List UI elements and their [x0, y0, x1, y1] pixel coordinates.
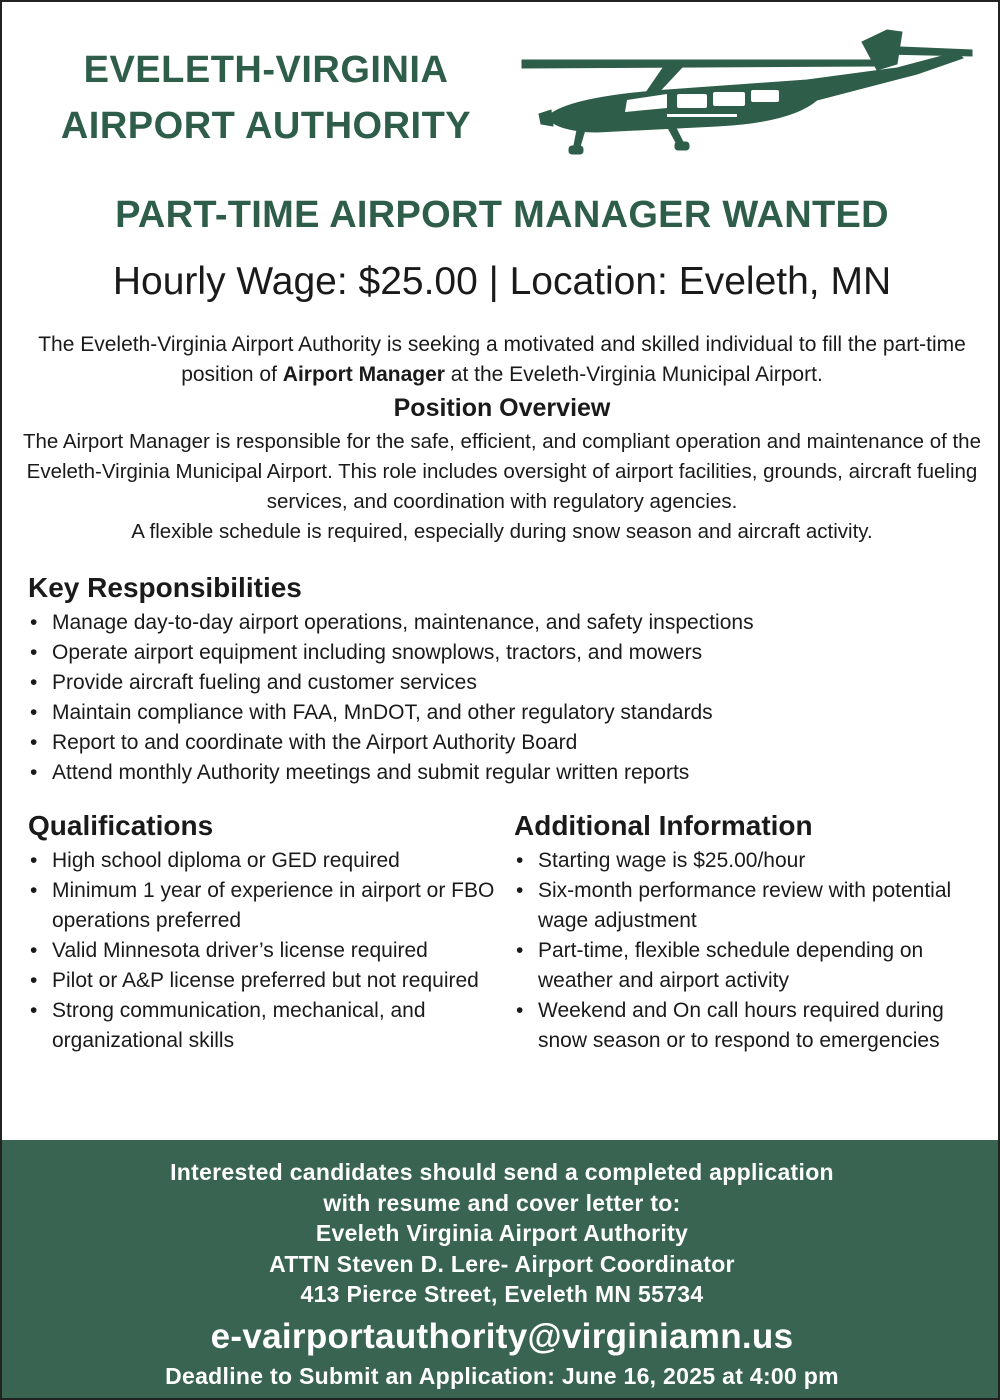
list-item	[28, 698, 978, 728]
bullet-icon: •	[516, 879, 524, 902]
list-item-text: High school diploma or GED required	[52, 849, 400, 872]
list-item-text: Pilot or A&P license preferred but not required	[52, 969, 479, 992]
additional-information-list	[514, 846, 976, 1056]
footer-line: with resume and cover letter to:	[323, 1189, 681, 1216]
list-item-text: Operate airport equipment including snowplows, tractors, and mowers	[52, 641, 703, 664]
intro-paragraph	[22, 330, 982, 390]
qualifications-list	[28, 846, 498, 1056]
qualifications-title: Qualifications	[28, 810, 214, 841]
list-item-text: Part-time, flexible schedule depending on weather and airport activity	[538, 939, 924, 992]
organization-name-line2: AIRPORT AUTHORITY	[60, 105, 472, 147]
qualifications-section	[28, 810, 498, 1056]
position-overview-title: Position Overview	[393, 394, 611, 422]
list-item-text: Attend monthly Authority meetings and submit regular written reports	[52, 761, 690, 784]
responsibilities-list	[28, 608, 978, 788]
job-headline: PART-TIME AIRPORT MANAGER WANTED	[115, 194, 889, 236]
list-item-text: Weekend and On call hours required during snow season or to respond to emergencies	[538, 999, 944, 1052]
wage-location: Hourly Wage: $25.00 | Location: Eveleth, MN	[112, 260, 892, 303]
list-item-text: Valid Minnesota driver’s license required	[52, 939, 428, 962]
list-item	[28, 966, 498, 996]
additional-information-title: Additional Information	[514, 810, 813, 841]
bullet-icon: •	[30, 671, 38, 694]
list-item	[514, 876, 976, 936]
list-item	[28, 758, 978, 788]
list-item-text: Minimum 1 year of experience in airport or FBO operations preferred	[52, 879, 495, 932]
bullet-icon: •	[30, 999, 38, 1022]
position-overview-text	[22, 427, 982, 547]
organization-name-line1: EVELETH-VIRGINIA	[83, 49, 449, 91]
bullet-icon: •	[30, 939, 38, 962]
bullet-icon: •	[516, 999, 524, 1022]
bullet-icon: •	[30, 731, 38, 754]
contact-email-link[interactable]: e-vairportauthority@virginiamn.us	[210, 1316, 794, 1356]
footer-line: Interested candidates should send a completed application	[170, 1159, 834, 1185]
position-overview-schedule: A flexible schedule is required, especially during snow season and aircraft activity.	[131, 520, 873, 543]
bullet-icon: •	[30, 641, 38, 664]
list-item	[28, 936, 498, 966]
application-deadline: Deadline to Submit an Application: June 16, 2025 at 4:00 pm	[165, 1362, 839, 1389]
bullet-icon: •	[30, 611, 38, 634]
list-item	[514, 846, 976, 876]
list-item-text: Report to and coordinate with the Airport Authority Board	[52, 731, 578, 754]
list-item	[28, 996, 498, 1056]
intro-text-after: at the Eveleth-Virginia Municipal Airport.	[444, 363, 823, 386]
bullet-icon: •	[30, 701, 38, 724]
footer-attention: ATTN Steven D. Lere- Airport Coordinator	[269, 1250, 735, 1277]
application-footer	[2, 1140, 1000, 1400]
bullet-icon: •	[30, 849, 38, 872]
additional-information-section	[514, 810, 976, 1056]
position-overview-paragraph: The Airport Manager is responsible for the safe, efficient, and compliant operation and maintenance of the Eveleth-Virginia Municipal Airport. This role includes oversight of airport facilities, grounds, aircraft fueling services, and coordination with regulatory agencies.	[22, 430, 981, 513]
list-item-text: Six-month performance review with potential wage adjustment	[538, 879, 952, 932]
list-item-text: Provide aircraft fueling and customer services	[52, 671, 477, 694]
list-item-text: Manage day-to-day airport operations, maintenance, and safety inspections	[52, 611, 754, 634]
list-item	[514, 996, 976, 1056]
list-item	[28, 668, 978, 698]
key-responsibilities-section	[28, 572, 978, 788]
key-responsibilities-title: Key Responsibilities	[28, 572, 302, 603]
list-item	[28, 876, 498, 936]
application-instructions	[2, 1140, 1000, 1310]
bullet-icon: •	[516, 939, 524, 962]
list-item-text: Strong communication, mechanical, and organizational skills	[52, 999, 426, 1052]
footer-address: 413 Pierce Street, Eveleth MN 55734	[300, 1281, 704, 1307]
bullet-icon: •	[30, 879, 38, 902]
list-item	[28, 638, 978, 668]
list-item	[28, 608, 978, 638]
bullet-icon: •	[30, 761, 38, 784]
airplane-icon	[517, 22, 977, 157]
list-item	[514, 936, 976, 996]
bullet-icon: •	[516, 849, 524, 872]
intro-job-title: Airport Manager	[282, 363, 445, 386]
footer-organization: Eveleth Virginia Airport Authority	[315, 1220, 689, 1246]
organization-name	[26, 42, 506, 154]
intro-text-before: The Eveleth-Virginia Airport Authority is seeking a motivated and skilled individual to fill the part-time position of	[38, 333, 966, 386]
list-item-text: Maintain compliance with FAA, MnDOT, and other regulatory standards	[52, 701, 713, 724]
list-item	[28, 846, 498, 876]
list-item-text: Starting wage is $25.00/hour	[538, 849, 806, 872]
bullet-icon: •	[30, 969, 38, 992]
list-item	[28, 728, 978, 758]
